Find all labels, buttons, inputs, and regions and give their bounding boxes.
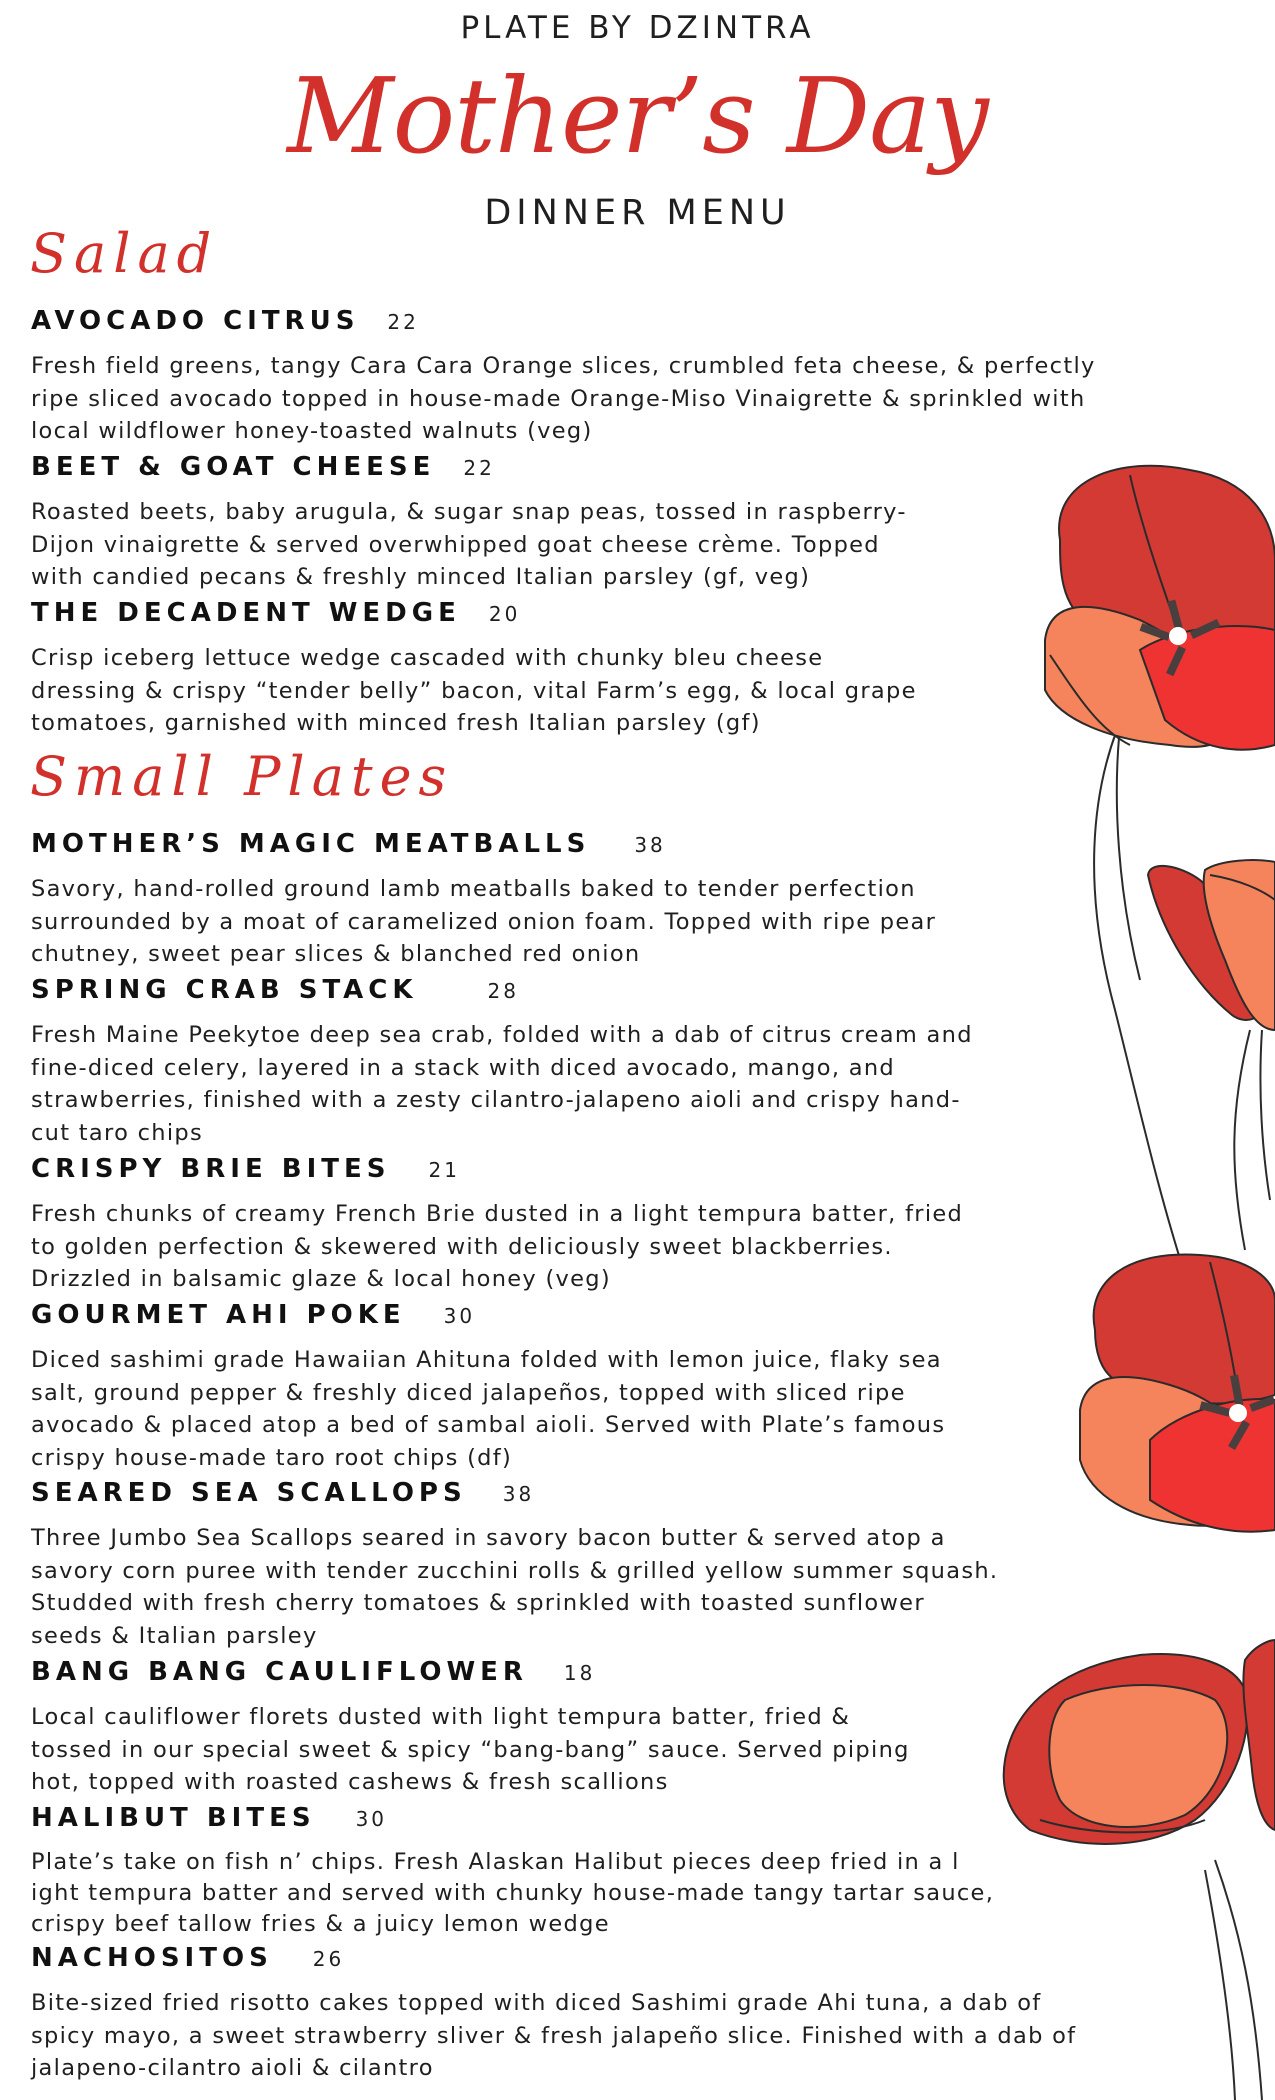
item-name: MOTHER’S MAGIC MEATBALLS <box>31 829 591 859</box>
item-name: THE DECADENT WEDGE <box>31 598 461 628</box>
item-description: Three Jumbo Sea Scallops seared in savory bacon butter & served atop a savory corn puree with tender zucchini rolls & grilled yellow summer squash. Studded with fresh cherry tomatoes & sprinkled with toasted sunflower seeds & Italian parsley <box>31 1525 999 1650</box>
item-price: 30 <box>355 1807 388 1831</box>
restaurant-name: PLATE BY DZINTRA <box>460 10 815 46</box>
menu-title: Mother’s Day <box>287 55 988 177</box>
item-price: 18 <box>563 1661 596 1685</box>
menu-item-spring-crab-stack <box>31 972 1211 1150</box>
menu-item-beet-goat-cheese <box>31 449 1211 594</box>
section-title-salad: Salad <box>30 222 219 285</box>
menu-item-crispy-brie-bites <box>31 1151 1211 1296</box>
menu-item-avocado-citrus <box>31 303 1211 448</box>
menu-item-magic-meatballs <box>31 826 1211 971</box>
item-name: BEET & GOAT CHEESE <box>31 452 436 482</box>
menu-item-bang-bang-cauliflower <box>31 1654 1211 1799</box>
item-price: 26 <box>312 1947 345 1971</box>
item-name: SPRING CRAB STACK <box>31 975 418 1005</box>
item-price: 28 <box>487 979 519 1003</box>
item-price: 22 <box>387 310 419 334</box>
item-name: CRISPY BRIE BITES <box>31 1154 391 1184</box>
item-name: HALIBUT BITES <box>31 1803 316 1833</box>
item-description: Fresh Maine Peekytoe deep sea crab, folded with a dab of citrus cream and fine-diced celery, layered in a stack with diced avocado, mango, and strawberries, finished with a zesty cilantro-jalapeno aioli and crispy hand- cut taro chips <box>31 1022 973 1147</box>
item-description: Fresh field greens, tangy Cara Cara Orange slices, crumbled feta cheese, & perfectly ripe sliced avocado topped in house-made Orange-Miso Vinaigrette & sprinkled with local wildflower honey-toasted walnuts (veg) <box>31 353 1096 445</box>
item-description: Roasted beets, baby arugula, & sugar snap peas, tossed in raspberry- Dijon vinaigrette & served overwhipped goat cheese crème. Topped with candied pecans & freshly minced Italian parsley (gf, veg) <box>31 499 907 591</box>
menu-item-nachositos <box>31 1940 1211 2085</box>
item-description: Diced sashimi grade Hawaiian Ahituna folded with lemon juice, flaky sea salt, ground pepper & freshly diced jalapeños, topped with sliced ripe avocado & placed atop a bed of sambal aioli. Served with Plate’s famous crispy house-made taro root chips (df) <box>31 1347 946 1472</box>
menu-subtitle: DINNER MENU <box>484 193 791 233</box>
item-price: 21 <box>428 1158 460 1182</box>
item-price: 38 <box>634 833 666 857</box>
item-description: Savory, hand-rolled ground lamb meatballs baked to tender perfection surrounded by a moat of caramelized onion foam. Topped with ripe pear chutney, sweet pear slices & blanched red onion <box>31 876 937 968</box>
item-description: Plate’s take on fish n’ chips. Fresh Alaskan Halibut pieces deep fried in a l ight tempura batter and served with chunky house-made tangy tartar sauce, crispy beef tallow fries & a juicy lemon wedge <box>31 1849 995 1937</box>
item-name: SEARED SEA SCALLOPS <box>31 1478 467 1508</box>
menu-item-decadent-wedge <box>31 595 1211 740</box>
item-description: Bite-sized fried risotto cakes topped with diced Sashimi grade Ahi tuna, a dab of spicy mayo, a sweet strawberry sliver & fresh jalapeño slice. Finished with a dab of jalapeno-cilantro aioli & cilantro <box>31 1990 1077 2082</box>
menu-item-gourmet-ahi-poke <box>31 1297 1211 1475</box>
section-title-small-plates: Small Plates <box>30 745 454 808</box>
item-description: Local cauliflower florets dusted with light tempura batter, fried & tossed in our special sweet & spicy “bang-bang” sauce. Served piping hot, topped with roasted cashews & fresh scallions <box>31 1704 910 1796</box>
item-name: BANG BANG CAULIFLOWER <box>31 1657 528 1687</box>
menu-item-seared-sea-scallops <box>31 1475 1211 1653</box>
item-description: Fresh chunks of creamy French Brie dusted in a light tempura batter, fried to golden perfection & skewered with deliciously sweet blackberries. Drizzled in balsamic glaze & local honey (veg) <box>31 1201 964 1293</box>
item-price: 38 <box>502 1482 535 1506</box>
menu-item-halibut-bites <box>31 1800 1211 1940</box>
item-price: 22 <box>463 456 495 480</box>
item-price: 20 <box>488 602 521 626</box>
item-description: Crisp iceberg lettuce wedge cascaded with chunky bleu cheese dressing & crispy “tender belly” bacon, vital Farm’s egg, & local grape tomatoes, garnished with minced fresh Italian parsley (gf) <box>31 645 917 737</box>
item-name: GOURMET AHI POKE <box>31 1300 406 1330</box>
item-price: 30 <box>443 1304 476 1328</box>
item-name: AVOCADO CITRUS <box>31 306 360 336</box>
item-name: NACHOSITOS <box>31 1943 273 1973</box>
